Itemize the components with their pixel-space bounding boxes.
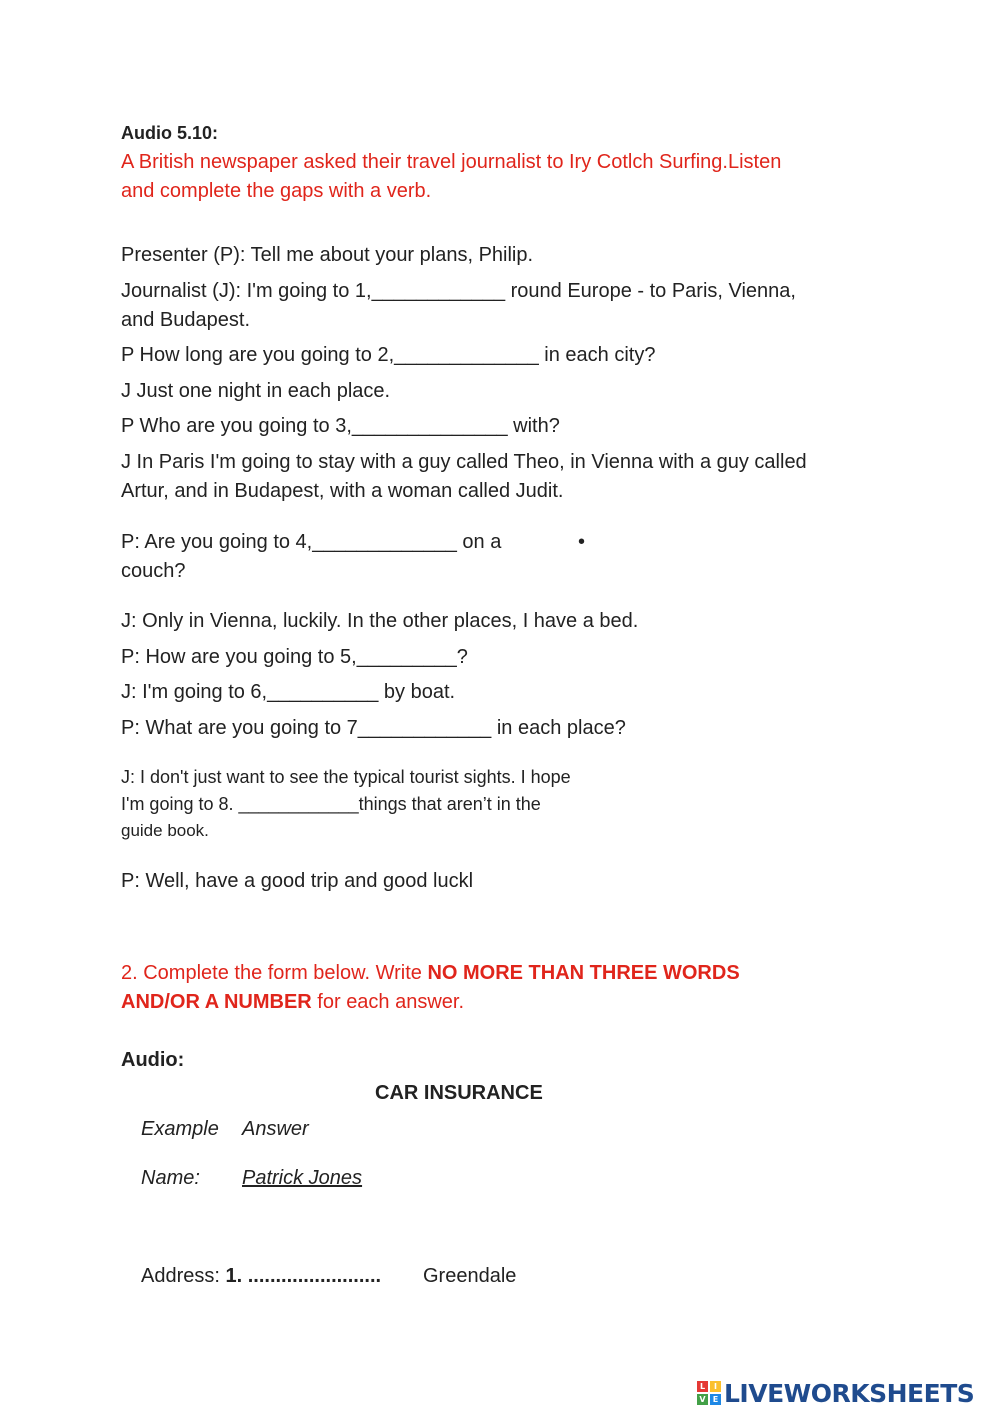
logo-block: I <box>710 1381 721 1392</box>
address-row <box>141 1262 381 1291</box>
logo-blocks-icon <box>697 1381 721 1405</box>
dialogue-presenter-5: P: How are you going to 5,_________? <box>121 646 468 668</box>
example-label: Example <box>141 1118 219 1140</box>
dialogue-presenter-3: P Who are you going to 3,______________ with? <box>121 415 560 437</box>
dialogue-journalist-1-cont: and Budapest. <box>121 309 250 331</box>
section2-instruction-emphasis-2: AND/OR A NUMBER <box>121 991 312 1013</box>
logo-block: V <box>697 1394 708 1405</box>
dialogue-presenter-2: P How long are you going to 2,_____________ in each city? <box>121 344 656 366</box>
dialogue-journalist-2: J Just one night in each place. <box>121 380 391 402</box>
dialogue-journalist-3: J In Paris I'm going to stay with a guy called Theo, in Vienna with a guy called <box>121 451 807 473</box>
section2-instruction-emphasis-1: NO MORE THAN THREE WORDS <box>427 962 740 984</box>
answer-label: Answer <box>242 1118 309 1140</box>
name-label: Name: <box>141 1167 200 1189</box>
dialogue-presenter-6: P: What are you going to 7____________ in each place? <box>121 717 626 739</box>
logo-wordmark: LIVEWORKSHEETS <box>724 1378 975 1408</box>
logo-block: L <box>697 1381 708 1392</box>
section2-instruction-prefix: 2. Complete the form below. Write <box>121 962 428 984</box>
audio-heading: Audio 5.10: <box>121 123 219 143</box>
bullet-mark: • <box>578 531 586 553</box>
dialogue-journalist-3-cont: Artur, and in Budapest, with a woman called Judit. <box>121 480 564 502</box>
dialogue-journalist-6-cont: I'm going to 8. ____________things that aren’t in the <box>121 794 541 814</box>
section2-instruction-suffix: for each answer. <box>311 991 465 1013</box>
name-value: Patrick Jones <box>242 1167 363 1189</box>
dialogue-presenter-end: P: Well, have a good trip and good luckl <box>121 870 474 892</box>
instruction-line-1: A British newspaper asked their travel journalist to Iry Cotlch Surfing.Listen <box>121 151 782 173</box>
dialogue-journalist-5: J: I'm going to 6,__________ by boat. <box>121 681 456 703</box>
address-value: Greendale <box>423 1265 517 1287</box>
liveworksheets-logo <box>697 1378 974 1408</box>
instruction-line-2: and complete the gaps with a verb. <box>121 180 432 202</box>
dialogue-presenter-intro: Presenter (P): Tell me about your plans, Philip. <box>121 244 534 266</box>
dialogue-journalist-1: Journalist (J): I'm going to 1,____________ round Europe - to Paris, Vienna, <box>121 280 796 302</box>
audio-label: Audio: <box>121 1049 185 1071</box>
section2-instruction-line-2 <box>121 988 464 1017</box>
address-label: Address: <box>141 1265 226 1287</box>
dialogue-presenter-4: P: Are you going to 4,_____________ on a <box>121 531 502 553</box>
address-gap-1[interactable]: 1. ........................ <box>225 1265 382 1287</box>
dialogue-presenter-4-cont: couch? <box>121 560 186 582</box>
dialogue-journalist-6-end: guide book. <box>121 821 209 840</box>
dialogue-journalist-4: J: Only in Vienna, luckily. In the other places, I have a bed. <box>121 610 639 632</box>
form-title: CAR INSURANCE <box>375 1082 543 1104</box>
section2-instruction-line-1 <box>121 959 740 988</box>
logo-block: E <box>710 1394 721 1405</box>
dialogue-journalist-6: J: I don't just want to see the typical tourist sights. I hope <box>121 767 571 787</box>
